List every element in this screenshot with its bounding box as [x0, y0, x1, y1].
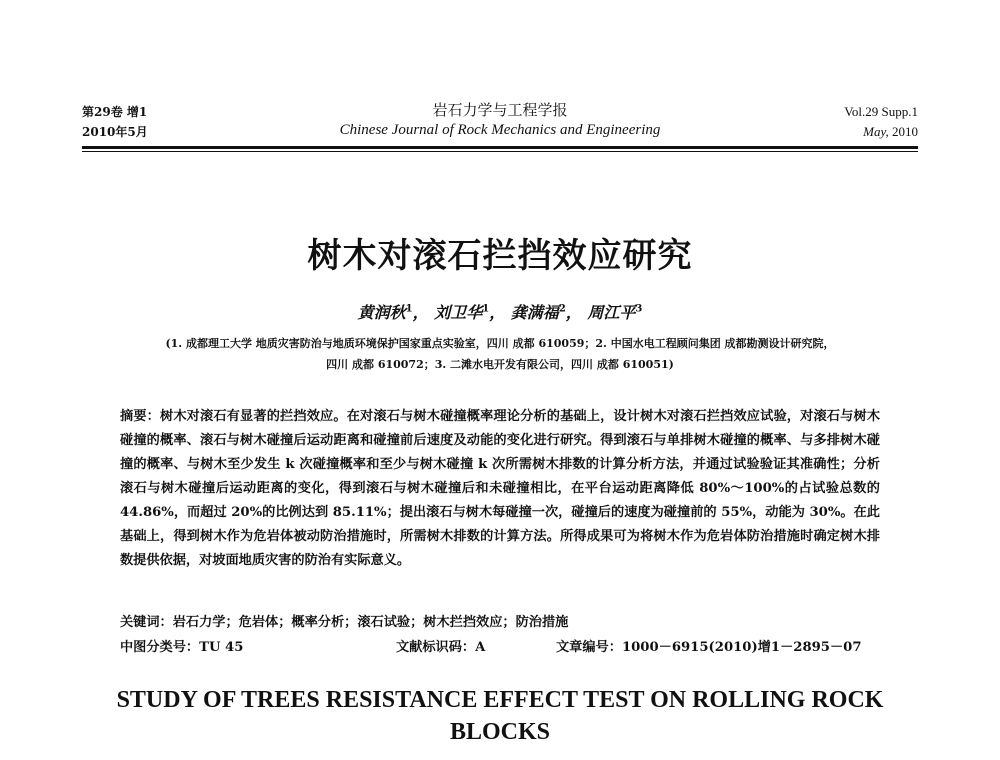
- header-rule-thin: [82, 151, 918, 152]
- author-separator: ，: [412, 303, 429, 322]
- article-number-value: 1000－6915(2010)增1－2895－07: [621, 640, 862, 655]
- author-affil-mark: 1: [482, 303, 490, 315]
- abstract-text: 树木对滚石有显著的拦挡效应。在对滚石与树木碰撞概率理论分析的基础上，设计树木对滚石拦挡效应试验，对滚石与树木碰撞的概率、滚石与树木碰撞后运动距离和碰撞前后速度及动能的变化进行研究。得到滚石与单排树木碰撞的概率、与多排树木碰撞的概率、与树木至少发生 k 次碰撞概率和至少与树木碰撞 k 次所需树木排数的计算分析方法，并通过试验验证其准确性；分析滚石与树木碰撞后运动距离的变化，得到滚石与树木碰撞后和未碰撞相比，在平台运动距离降低 80%～100%的占试验总数的 44.86%，而超过 20%的比例达到 85.11%；提出滚石与树木每碰撞一次，碰撞后的速度为碰撞前的 55%，动能为 30%。在此基础上，得到树木作为危岩体被动防治措施时，所需树木排数的计算方法。所得成果可为将树木作为危岩体防治措施时确定树木排数提供依据，对坡面地质灾害的防治有实际意义。: [120, 409, 881, 568]
- author-list: [0, 300, 1000, 323]
- header-right: [844, 102, 918, 142]
- author-separator: ，: [489, 303, 506, 322]
- author-name: 黄润秋: [357, 303, 406, 322]
- affiliation-line: (1. 成都理工大学 地质灾害防治与地质环境保护国家重点实验室，四川 成都 610059；2. 中国水电工程顾问集团 成都勘测设计研究院，: [165, 337, 835, 350]
- author-separator: ，: [565, 303, 582, 322]
- running-header: [82, 100, 918, 144]
- date-cn: 2010年5月: [82, 125, 148, 139]
- date-en: [844, 122, 918, 142]
- abstract: [120, 405, 880, 573]
- author-affil-mark: 2: [558, 303, 566, 315]
- journal-name-en: Chinese Journal of Rock Mechanics and Engineering: [339, 122, 661, 138]
- author-affil-mark: 1: [405, 303, 413, 315]
- author-name: 周江平: [587, 303, 636, 322]
- abstract-label: 摘要：: [120, 409, 161, 424]
- doc-code-label: 文献标识码：: [396, 640, 476, 655]
- clc-value: TU 45: [199, 640, 244, 655]
- author-name: 刘卫华: [434, 303, 483, 322]
- clc-label: 中图分类号：: [120, 640, 200, 655]
- doc-code-value: A: [475, 640, 486, 655]
- keywords-text: 岩石力学；危岩体；概率分析；滚石试验；树木拦挡效应；防治措施: [172, 615, 569, 630]
- keywords-label: 关键词：: [120, 615, 173, 630]
- keywords: [120, 612, 880, 634]
- volume-issue: 第29卷 增1: [82, 105, 148, 119]
- affiliations: [100, 333, 900, 375]
- affiliation-line: 四川 成都 610072；3. 二滩水电开发有限公司，四川 成都 610051): [326, 358, 674, 371]
- document-code: [396, 637, 485, 659]
- year-en: 2010: [892, 124, 918, 139]
- month-en: May,: [863, 124, 889, 139]
- clc-number: [120, 637, 243, 659]
- author-name: 龚满福: [510, 303, 559, 322]
- header-center: [82, 100, 918, 140]
- author-affil-mark: 3: [635, 303, 643, 315]
- article-number: [556, 637, 862, 659]
- header-rule-thick: [82, 146, 918, 149]
- english-title: STUDY OF TREES RESISTANCE EFFECT TEST ON ROLLING ROCK BLOCKS: [116, 687, 884, 745]
- paper-title: 树木对滚石拦挡效应研究: [307, 236, 693, 276]
- volume-en: Vol.29 Supp.1: [844, 104, 918, 119]
- article-number-label: 文章编号：: [556, 640, 622, 655]
- journal-name-cn: 岩石力学与工程学报: [432, 101, 568, 119]
- classification-line: [120, 637, 880, 659]
